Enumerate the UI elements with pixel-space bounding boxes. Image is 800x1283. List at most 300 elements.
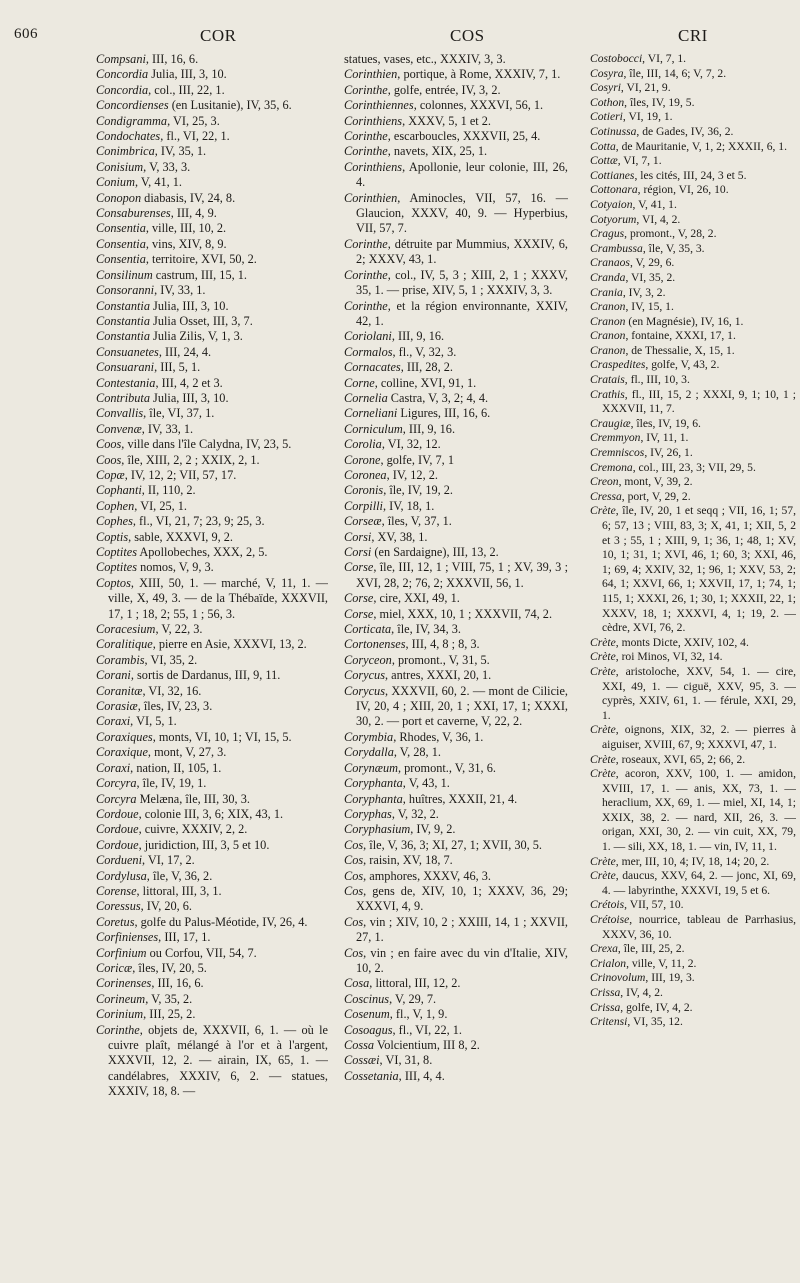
index-entry <box>96 992 328 1007</box>
entry-references: Castra, V, 3, 2; 4, 4. <box>387 390 489 405</box>
index-entry <box>344 499 568 514</box>
index-entry <box>590 198 796 213</box>
entry-term: Conisium <box>96 159 144 174</box>
entry-references: , îles, IV, 19, 6. <box>630 416 701 430</box>
index-entry <box>590 898 796 913</box>
index-entry <box>96 144 328 159</box>
entry-references: , V, 29, 7. <box>389 991 437 1006</box>
entry-references: , IV, 33, 1. <box>141 421 194 436</box>
entry-references: (en Sardaigne), III, 13, 2. <box>371 545 499 559</box>
index-entry <box>590 461 796 476</box>
index-entry <box>96 976 328 991</box>
index-entry <box>96 884 328 899</box>
index-entry <box>590 52 796 67</box>
entry-term: Consaburenses <box>96 206 171 221</box>
index-entry <box>344 607 568 622</box>
entry-term: Coraxique <box>96 745 148 760</box>
index-entry <box>96 360 328 375</box>
entry-references: , sortis de Dardanus, III, 9, 11. <box>130 668 281 683</box>
entry-term: Cotinussa <box>590 124 637 138</box>
index-entry <box>344 545 568 560</box>
entry-term: Corse <box>344 560 374 575</box>
index-entry <box>96 299 328 314</box>
index-entry <box>96 915 328 930</box>
entry-references: , ville, III, 10, 2. <box>145 221 227 236</box>
entry-term: Corinthien <box>344 67 398 82</box>
entry-references: , navets, XIX, 25, 1. <box>387 144 488 159</box>
entry-term: Crétois <box>590 898 625 912</box>
index-entry <box>344 1069 568 1084</box>
entry-references: , VI, 25, 3. <box>167 113 220 128</box>
index-entry <box>96 453 328 468</box>
entry-term: Craugiæ <box>590 416 631 430</box>
entry-references: , escarboucles, XXXVII, 25, 4. <box>387 129 541 144</box>
entry-term: Cosa <box>344 976 370 991</box>
entry-term: Cottonara <box>590 183 638 197</box>
entry-term: Corse <box>344 606 374 621</box>
index-entry <box>590 286 796 301</box>
entry-term: Cos <box>344 868 364 883</box>
index-entry <box>96 98 328 113</box>
entry-references: , V, 33, 3. <box>143 159 191 174</box>
entry-references: , colonie III, 3, 6; XIX, 43, 1. <box>138 806 284 821</box>
entry-references: , île, IV, 34, 3. <box>391 622 461 637</box>
index-entry <box>96 252 328 267</box>
entry-references: , vin ; XIV, 10, 2 ; XXIII, 14, 1 ; XXVII, 27, 1. <box>356 914 568 945</box>
index-entry <box>96 622 328 637</box>
entry-term: Corinthe <box>344 298 388 313</box>
entry-term: Coryphanta <box>344 776 403 791</box>
entry-term: Corolia <box>344 437 382 452</box>
entry-references: , île, III, 12, 1 ; VIII, 75, 1 ; XV, 39, 3 ; XVI, 28, 2; 76, 2; XXXVII, 56, 1. <box>356 560 568 590</box>
entry-references: , littoral, III, 12, 2. <box>369 976 461 991</box>
entry-references: , V, 35, 2. <box>145 991 193 1006</box>
index-entry <box>96 853 328 868</box>
index-entry <box>96 714 328 729</box>
entry-term: Crète <box>590 635 616 649</box>
index-entry <box>344 1053 568 1068</box>
entry-term: Constantia <box>96 298 150 313</box>
index-entry <box>344 792 568 807</box>
entry-references: , île, V, 36, 3; XI, 27, 1; XVII, 30, 5. <box>363 837 543 852</box>
entry-term: Corinthe <box>344 236 388 251</box>
entry-term: Crète <box>590 504 616 518</box>
entry-term: Corydalla <box>344 745 394 760</box>
entry-references: , vin ; en faire avec du vin d'Italie, XIV, 10, 2. <box>356 945 568 975</box>
index-entry <box>590 81 796 96</box>
index-entry <box>590 855 796 870</box>
entry-term: Condochates <box>96 129 161 144</box>
entry-term: Corycus <box>344 668 385 683</box>
index-entry <box>96 268 328 283</box>
index-entry <box>96 514 328 529</box>
entry-term: Cordoue <box>96 806 139 821</box>
entry-references: , pierre en Asie, XXXVI, 13, 2. <box>152 637 307 652</box>
entry-references: , VI, 7, 1. <box>617 154 662 168</box>
entry-term: Coralitique <box>96 637 153 652</box>
entry-term: Crétoise <box>590 913 630 927</box>
index-entry <box>344 453 568 468</box>
index-entry <box>344 822 568 837</box>
entry-references: , III, 9, 16. <box>391 329 445 344</box>
entry-term: Coryphanta <box>344 791 403 806</box>
entry-references: , détruite par Mummius, XXXIV, 6, 2; XXXV, 43, 1. <box>356 236 568 267</box>
entry-references: , III, 17, 1. <box>158 930 211 945</box>
entry-term: Corticata <box>344 622 392 637</box>
index-entry <box>590 986 796 1001</box>
entry-references: , sable, XXXVI, 9, 2. <box>128 529 233 544</box>
entry-references: , îles, V, 37, 1. <box>381 514 452 529</box>
entry-references: , golfe, entrée, IV, 3, 2. <box>387 82 501 97</box>
entry-references: Melæna, île, III, 30, 3. <box>136 791 250 806</box>
index-entry <box>590 256 796 271</box>
entry-references: diabasis, IV, 24, 8. <box>141 190 236 205</box>
index-entry <box>344 853 568 868</box>
entry-term: Cophes <box>96 514 133 529</box>
entry-term: Crète <box>590 752 616 766</box>
index-entry <box>96 206 328 221</box>
entry-term: Compsani <box>96 52 146 66</box>
entry-term: Concordia <box>96 82 149 97</box>
entry-references: , monts Dicte, XXIV, 102, 4. <box>615 635 749 649</box>
entry-term: Cophen <box>96 498 135 513</box>
index-entry <box>590 723 796 752</box>
entry-term: Cordylusa <box>96 868 147 883</box>
entry-references: , Rhodes, V, 36, 1. <box>393 729 484 744</box>
entry-references: , oignons, XIX, 32, 2. — pierres à aiguiser, XVIII, 67, 9; XXXVI, 47, 1. <box>602 723 796 751</box>
entry-term: Crexa <box>590 942 618 956</box>
entry-references: , VI, 35, 2. <box>144 652 198 667</box>
index-entry <box>96 175 328 190</box>
entry-references: , vins, XIV, 8, 9. <box>145 236 227 251</box>
entry-term: Cossa <box>344 1038 375 1052</box>
entry-term: Cremniscos <box>590 446 645 460</box>
index-entry <box>344 329 568 344</box>
entry-term: Corcyra <box>96 791 137 806</box>
entry-references: , V, 28, 1. <box>393 745 441 760</box>
entry-references: , III, 4, 8 ; 8, 3. <box>405 637 480 652</box>
index-entry <box>96 946 328 961</box>
index-entry <box>344 776 568 791</box>
entry-references: , VI, 4, 2. <box>636 212 681 226</box>
entry-term: Corfinium <box>96 945 147 960</box>
entry-term: Cranda <box>590 270 626 284</box>
index-entry <box>96 961 328 976</box>
entry-references: , VI, 35, 2. <box>625 270 676 284</box>
entry-term: Corinthe <box>344 144 388 159</box>
entry-references: , golfe du Palus-Méotide, IV, 26, 4. <box>134 914 308 929</box>
index-entry <box>344 437 568 452</box>
entry-references: , aristoloche, XXV, 54, 1. — cire, XXI, 49, 1. — ciguë, XXV, 95, 3. — cyprès, XXIV, 61, 1. — férule, XXI, 29, 1. <box>602 664 796 722</box>
entry-references: nomos, V, 9, 3. <box>137 560 214 575</box>
entry-references: , huîtres, XXXII, 21, 4. <box>402 791 518 806</box>
index-entry <box>344 52 568 67</box>
index-entry <box>96 899 328 914</box>
entry-references: Julia, III, 3, 10. <box>149 298 229 313</box>
index-entry <box>344 345 568 360</box>
entry-references: , de Gades, IV, 36, 2. <box>636 124 734 138</box>
index-entry <box>344 653 568 668</box>
entry-term: Coryceon <box>344 652 392 667</box>
index-entry <box>590 942 796 957</box>
entry-term: Corymbia <box>344 729 394 744</box>
entry-term: Corycus <box>344 683 385 698</box>
index-entry <box>96 345 328 360</box>
entry-references: , de Thessalie, X, 15, 1. <box>625 343 735 357</box>
index-entry <box>590 1015 796 1030</box>
index-entry <box>590 1001 796 1016</box>
entry-references: , IV, 33, 1. <box>154 283 206 298</box>
entry-term: Consentia <box>96 221 146 236</box>
entry-references: , île, V, 36, 2. <box>146 868 213 883</box>
entry-references: , VII, 57, 10. <box>624 898 684 912</box>
entry-term: Cranon <box>590 343 626 357</box>
entry-term: Conium <box>96 175 135 190</box>
index-entry <box>96 807 328 822</box>
index-entry <box>344 668 568 683</box>
entry-term: Crète <box>590 664 616 678</box>
entry-references: ou Corfou, VII, 54, 7. <box>146 945 257 960</box>
entry-references: , îles, IV, 20, 5. <box>132 960 207 975</box>
index-entry <box>96 792 328 807</box>
entry-term: Corneliani <box>344 406 398 421</box>
entry-references: , îles, IV, 19, 5. <box>624 95 695 109</box>
index-entry <box>96 776 328 791</box>
entry-term: Corinthien <box>344 190 398 205</box>
entry-references: , fl., VI, 21, 7; 23, 9; 25, 3. <box>132 514 265 529</box>
entry-term: Condigramma <box>96 113 168 128</box>
index-entry <box>590 96 796 111</box>
entry-term: Cortonenses <box>344 637 406 652</box>
index-entry <box>590 475 796 490</box>
index-entry <box>590 417 796 432</box>
entry-references: , roseaux, XVI, 65, 2; 66, 2. <box>615 752 746 766</box>
entry-term: Cosyra <box>590 66 624 80</box>
index-entry <box>96 545 328 560</box>
entry-term: Cos <box>344 883 364 898</box>
entry-term: Cordoue <box>96 822 139 837</box>
index-entry <box>344 761 568 776</box>
entry-references: , fl., VI, 22, 1. <box>392 1022 462 1037</box>
entry-term: Coretus <box>96 914 135 929</box>
entry-term: Critensi <box>590 1015 628 1029</box>
entry-references: , fl., V, 1, 9. <box>389 1007 448 1022</box>
entry-term: Crialon <box>590 956 627 970</box>
index-entry <box>96 745 328 760</box>
entry-term: Convallis <box>96 406 144 421</box>
entry-references: , VI, 21, 9. <box>620 81 671 95</box>
entry-term: Corinenses <box>96 976 152 991</box>
entry-references: , VI, 19, 1. <box>622 110 673 124</box>
entry-references: castrum, III, 15, 1. <box>152 267 247 282</box>
index-entry <box>344 730 568 745</box>
index-entry <box>344 838 568 853</box>
index-entry <box>590 753 796 768</box>
entry-references: , V, 32, 2. <box>391 806 439 821</box>
entry-references: , île, VI, 37, 1. <box>143 406 215 421</box>
index-entry <box>344 992 568 1007</box>
entry-references: , portique, à Rome, XXXIV, 7, 1. <box>397 67 561 82</box>
entry-references: , objets de, XXXVII, 6, 1. — où le cuivre plaît, mélangé à l'or et à l'argent, XXXVII, 12, 2. — airain, IX, 65, 1. — candélabres, XXXIV, 6, 2. — statues, XXXIV, 18, 8. — <box>108 1022 328 1099</box>
index-entry <box>590 388 796 417</box>
index-entry <box>590 971 796 986</box>
headword-left: COR <box>200 26 237 45</box>
entry-references: , les cités, III, 24, 3 et 5. <box>634 168 747 182</box>
entry-references: , golfe, IV, 7, 1 <box>380 452 454 467</box>
index-entry <box>590 154 796 169</box>
index-entry <box>96 1023 328 1100</box>
entry-term: Consentia <box>96 252 146 267</box>
index-entry <box>96 869 328 884</box>
entry-term: Coronis <box>344 483 384 498</box>
index-entry <box>344 976 568 991</box>
entry-term: Crète <box>590 854 616 868</box>
index-entry <box>96 668 328 683</box>
index-entry <box>96 314 328 329</box>
entry-references: , V, 41, 1. <box>134 175 182 190</box>
entry-references: , fontaine, XXXI, 17, 1. <box>625 329 736 343</box>
entry-references: , IV, 35, 1. <box>154 144 207 159</box>
index-column-2 <box>344 52 568 1277</box>
entry-references: , III, 4, 9. <box>170 206 217 221</box>
entry-references: , VI, 5, 1. <box>130 714 177 729</box>
entry-references: , colline, XVI, 91, 1. <box>374 375 477 390</box>
entry-term: Crania <box>590 285 623 299</box>
index-entry <box>590 665 796 723</box>
entry-references: (en Lusitanie), IV, 35, 6. <box>168 98 292 113</box>
entry-references: , VI, 17, 2. <box>142 853 195 868</box>
entry-references: , XXXV, 5, 1 et 2. <box>402 113 492 128</box>
entry-term: Coptis <box>96 529 129 544</box>
entry-term: Coryphas <box>344 806 392 821</box>
index-entry <box>344 299 568 330</box>
entry-references: , roi Minos, VI, 32, 14. <box>615 650 723 664</box>
entry-term: Craspedites <box>590 358 646 372</box>
entry-term: Cranaos <box>590 256 630 270</box>
entry-references: , île, IV, 19, 2. <box>383 483 453 498</box>
index-entry <box>590 446 796 461</box>
index-entry <box>96 822 328 837</box>
index-entry <box>344 129 568 144</box>
entry-references: , antres, XXXI, 20, 1. <box>385 668 492 683</box>
entry-references: , VI, 35, 12. <box>627 1015 683 1029</box>
headword-right: CRI <box>678 26 708 45</box>
entry-references: , VI, 25, 1. <box>134 498 187 513</box>
index-column-1 <box>96 52 328 1277</box>
entry-term: Cormalos <box>344 344 393 359</box>
entry-term: Cornacates <box>344 360 401 375</box>
index-entry <box>96 468 328 483</box>
entry-references: , IV, 20, 6. <box>140 899 193 914</box>
entry-references: , III, 9, 16. <box>402 421 456 436</box>
entry-references: , III, 25, 2. <box>143 1007 196 1022</box>
entry-term: Corniculum <box>344 421 403 436</box>
index-entry <box>96 699 328 714</box>
entry-references: , IV, 15, 1. <box>625 300 674 314</box>
entry-term: Cranon <box>590 329 626 343</box>
index-entry <box>344 884 568 915</box>
entry-term: Coraxi <box>96 760 131 775</box>
entry-term: Crète <box>590 869 616 883</box>
index-entry <box>590 183 796 198</box>
index-entry <box>96 483 328 498</box>
entry-term: Cotyaion <box>590 197 633 211</box>
entry-references: , fl., III, 15, 2 ; XXXI, 9, 1; 10, 1 ; XXXVII, 11, 7. <box>602 387 796 416</box>
entry-term: Consilinum <box>96 267 153 282</box>
entry-references: , IV, 9, 2. <box>410 822 456 837</box>
entry-term: Coptites <box>96 560 137 575</box>
entry-term: Cotieri <box>590 110 623 124</box>
index-entry <box>590 504 796 635</box>
entry-references: , mer, III, 10, 4; IV, 18, 14; 20, 2. <box>615 854 770 868</box>
entry-references: , amphores, XXXV, 46, 3. <box>363 868 491 883</box>
index-entry <box>344 83 568 98</box>
entry-term: Corone <box>344 452 381 467</box>
index-entry <box>590 650 796 665</box>
index-entry <box>344 391 568 406</box>
running-header <box>14 26 786 52</box>
index-entry <box>344 191 568 237</box>
index-entry <box>590 344 796 359</box>
entry-term: Corsi <box>344 529 372 544</box>
entry-references: , golfe, IV, 4, 2. <box>620 1000 693 1014</box>
index-entry <box>590 490 796 505</box>
index-entry <box>96 838 328 853</box>
entry-references: , VI, 32, 12. <box>381 437 441 452</box>
entry-references: , IV, 12, 2. <box>386 467 438 482</box>
entry-references: , mont, V, 39, 2. <box>618 475 693 489</box>
entry-term: Cordueni <box>96 853 142 868</box>
entry-references: , mont, V, 27, 3. <box>147 745 227 760</box>
entry-term: Cossæi <box>344 1053 380 1068</box>
index-entry <box>590 271 796 286</box>
index-entry <box>344 745 568 760</box>
index-entry <box>344 114 568 129</box>
index-entry <box>590 169 796 184</box>
entry-term: Cothon <box>590 95 625 109</box>
index-entry <box>344 622 568 637</box>
entry-references: , IV, 26, 1. <box>644 446 693 460</box>
index-entry <box>590 300 796 315</box>
index-column-3 <box>590 52 796 1277</box>
index-entry <box>344 360 568 375</box>
entry-term: Coronea <box>344 467 387 482</box>
index-entry <box>344 1007 568 1022</box>
entry-references: , daucus, XXV, 64, 2. — jonc, XI, 69, 4. — labyrinthe, XXXVI, 19, 5 et 6. <box>602 869 796 897</box>
entry-term: Consuarani <box>96 360 155 375</box>
index-entry <box>344 684 568 730</box>
entry-references: , col., IV, 5, 3 ; XIII, 2, 1 ; XXXV, 35, 1. — prise, XIV, 5, 1 ; XXXIV, 3, 3. <box>356 267 568 298</box>
entry-references: , ville, V, 11, 2. <box>626 956 697 970</box>
entry-term: Constantia <box>96 329 150 344</box>
index-entry <box>590 140 796 155</box>
index-entry <box>344 422 568 437</box>
entry-references: , île, V, 35, 3. <box>642 241 705 255</box>
entry-references: , et la région environnante, XXIV, 42, 1. <box>356 298 568 328</box>
index-entry <box>590 913 796 942</box>
index-entry <box>590 329 796 344</box>
index-entry <box>590 767 796 855</box>
entry-term: Cosenum <box>344 1007 390 1022</box>
index-entry <box>96 406 328 421</box>
entry-term: Coryphasium <box>344 822 411 837</box>
entry-references: , III, 4, 4. <box>398 1068 445 1083</box>
entry-term: Corseæ <box>344 514 382 529</box>
entry-references: , fl., V, 32, 3. <box>392 344 457 359</box>
entry-references: , acoron, XXV, 100, 1. — amidon, XVIII, 17, 1. — anis, XX, 73, 1. — heraclium, XX, 69, 1. — miel, XI, 14, 1; XXIX, 38, 2. — nard, XII, 26, 3. — origan, XXI, 30, 2. — vin cuit, XX, 79, 1. — sili, XX, 18, 1. — vin, IV, 11, 1. <box>602 767 796 854</box>
entry-term: Crambussa <box>590 241 643 255</box>
entry-term: Coranitæ <box>96 683 143 698</box>
